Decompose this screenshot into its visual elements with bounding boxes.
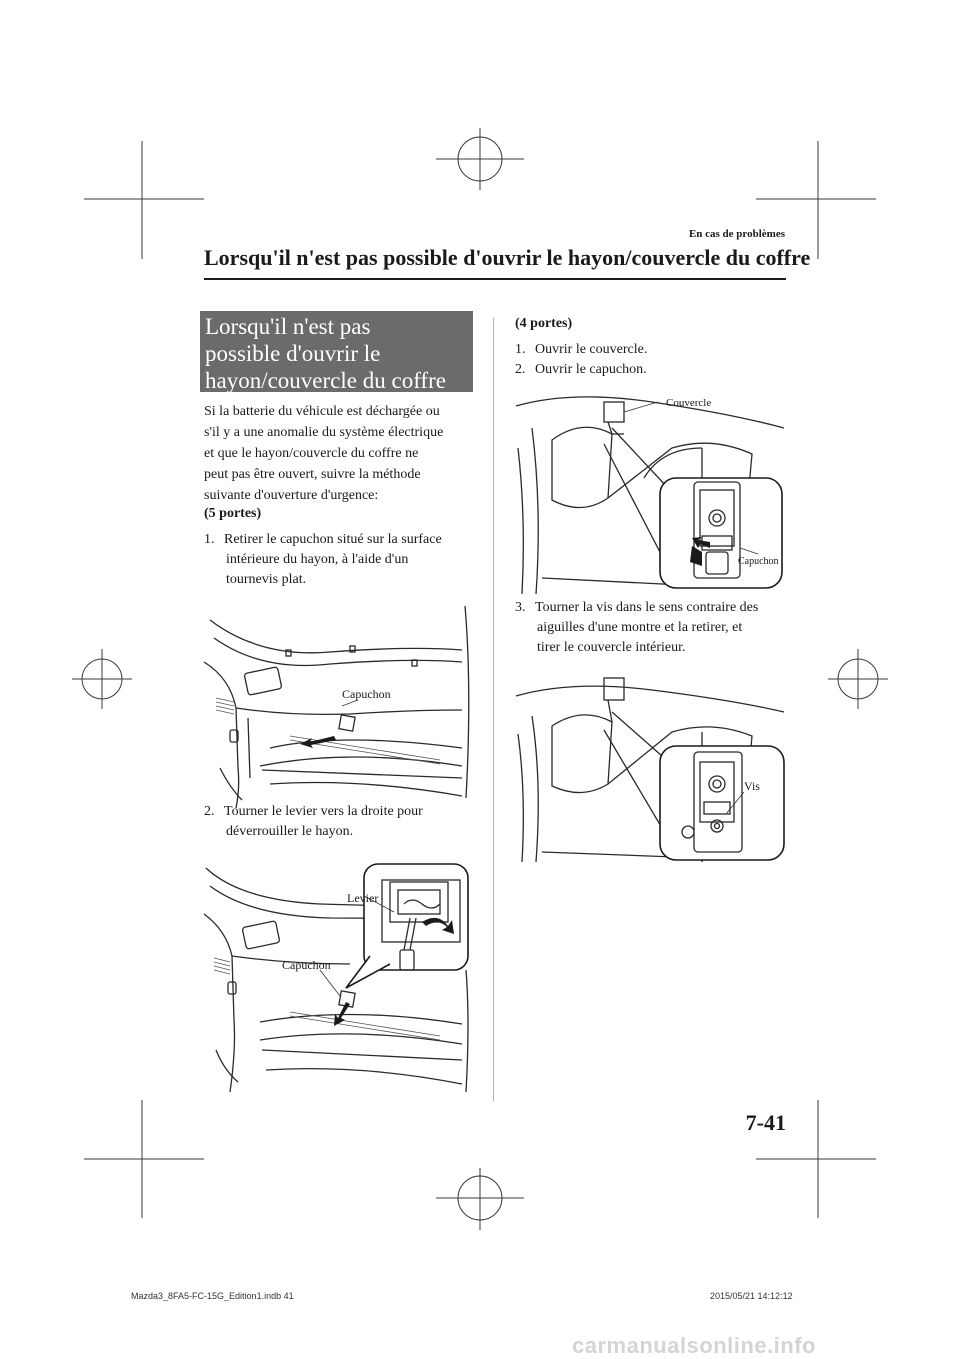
step-line: Ouvrir le capuchon. [535, 362, 647, 377]
step-line: Retirer le capuchon situé sur la surface [224, 532, 442, 547]
intro-line: peut pas être ouvert, suivre la méthode [204, 467, 421, 482]
step-line: Tourner la vis dans le sens contraire des [535, 600, 759, 615]
fig4-screw-label: Vis [744, 779, 760, 793]
section-title-line: hayon/couvercle du coffre [205, 368, 446, 393]
tailgate-cap-figure [200, 598, 470, 810]
column-divider [493, 318, 494, 1101]
header-rule [204, 278, 786, 280]
four-door-step-3 [515, 598, 795, 660]
section-title-box [200, 311, 473, 392]
step-number: 3. [515, 600, 526, 615]
step-line: aiguilles d'une montre et la retirer, et [537, 620, 743, 635]
page-header-title: Lorsqu'il n'est pas possible d'ouvrir le hayon/couvercle du coffre [204, 245, 811, 270]
step-number: 1. [204, 532, 215, 547]
section-title-line: Lorsqu'il n'est pas [205, 314, 371, 339]
fig1-cap-label: Capuchon [342, 687, 391, 701]
intro-line: s'il y a une anomalie du système électrique [204, 425, 444, 440]
watermark: carmanualsonline.info [572, 1333, 816, 1358]
five-door-step-2 [204, 802, 484, 844]
section-title-line: possible d'ouvrir le [205, 341, 381, 366]
fig3-cover-label: Couvercle [666, 397, 712, 409]
step-line: tournevis plat. [226, 572, 307, 587]
footer-timestamp: 2015/05/21 14:12:12 [710, 1291, 793, 1301]
intro-line: et que le hayon/couvercle du coffre ne [204, 446, 419, 461]
intro-line: suivante d'ouverture d'urgence: [204, 488, 379, 503]
lever-figure [200, 860, 472, 1096]
step-line: intérieure du hayon, à l'aide d'un [226, 552, 409, 567]
four-door-step-2 [515, 360, 795, 380]
page-number: 7-41 [745, 1110, 786, 1135]
four-door-step-1 [515, 340, 795, 360]
intro-line: Si la batterie du véhicule est déchargée ou [204, 404, 440, 419]
fig3-cap-label: Capuchon [738, 556, 779, 567]
step-number: 2. [204, 804, 215, 819]
four-door-heading: (4 portes) [515, 316, 573, 331]
fig2-lever-label: Levier [347, 891, 379, 905]
five-door-step-1 [204, 530, 484, 592]
step-line: Tourner le levier vers la droite pour [224, 804, 423, 819]
five-door-heading: (5 portes) [204, 506, 262, 521]
step-line: déverrouiller le hayon. [226, 824, 354, 839]
chapter-name: En cas de problèmes [688, 228, 785, 240]
footer-file: Mazda3_8FA5-FC-15G_Edition1.indb 41 [131, 1291, 294, 1301]
screw-figure [512, 672, 786, 866]
intro-paragraph [204, 401, 477, 506]
step-number: 1. [515, 342, 526, 357]
step-line: tirer le couvercle intérieur. [537, 640, 686, 655]
step-line: Ouvrir le couvercle. [535, 342, 648, 357]
step-number: 2. [515, 362, 526, 377]
fig2-cap-label: Capuchon [282, 958, 331, 972]
